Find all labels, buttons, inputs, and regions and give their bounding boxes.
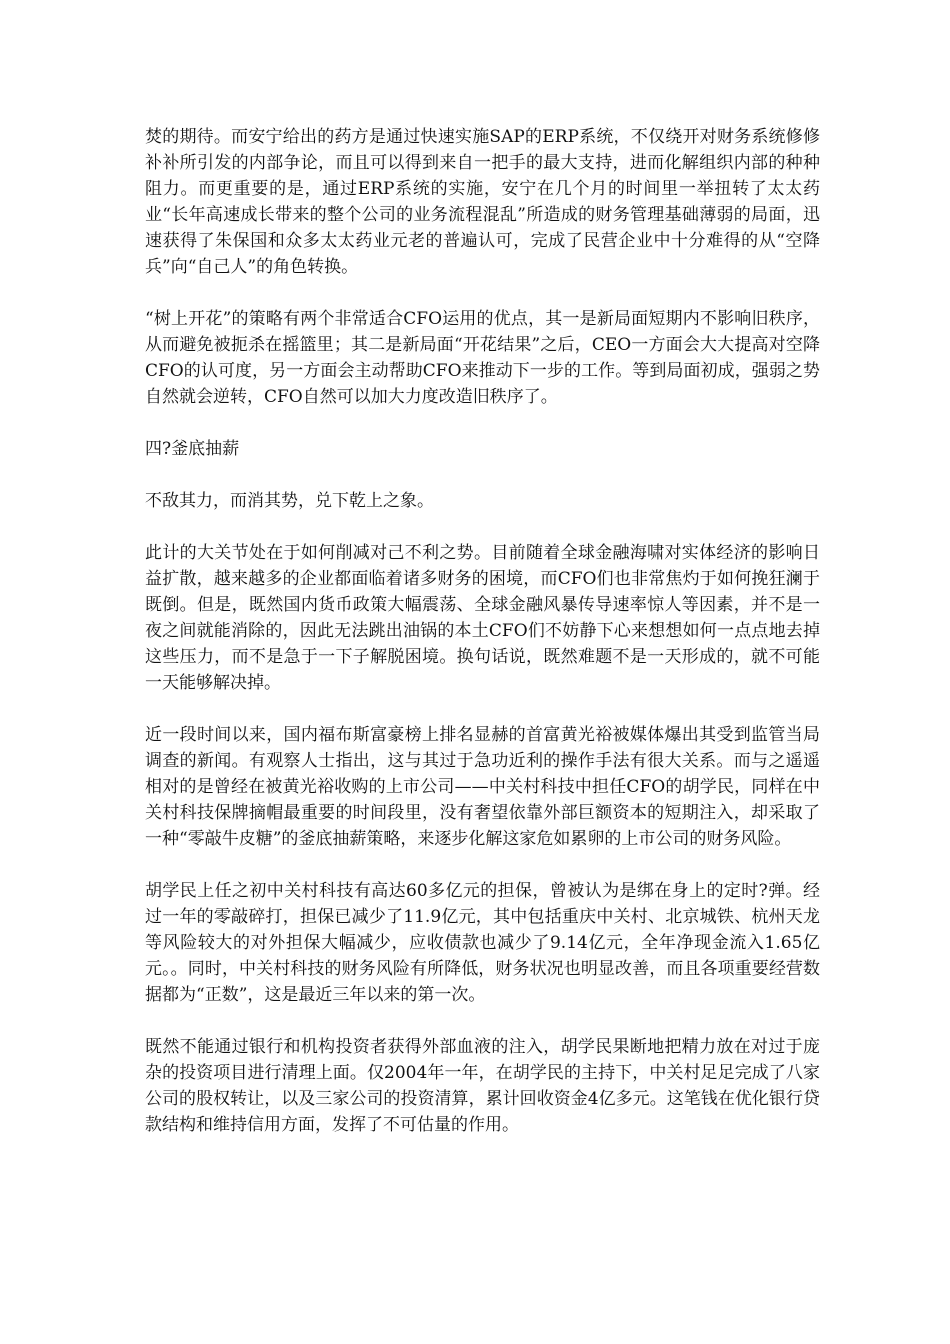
paragraph-strategy-motto: 不敌其力，而消其势，兑下乾上之象。: [145, 491, 434, 511]
document-body: [145, 124, 820, 1164]
paragraph-investment-cleanup: 既然不能通过银行和机构投资者获得外部血液的注入，胡学民果断地把精力放在对过于庞杂的投资项目进行清理上面。仅2004年一年，在胡学民的主持下，中关村足足完成了八家公司的股权转让，以及三家公司的投资清算，累计回收资金4亿多元。这笔钱在优化银行贷款结构和维持信用方面，发挥了不可估量的作用。: [145, 1037, 820, 1135]
paragraph-financial-crisis: 此计的大关节处在于如何削减对己不利之势。目前随着全球金融海啸对实体经济的影响日益扩散，越来越多的企业都面临着诸多财务的困境，而CFO们也非常焦灼于如何挽狂澜于既倒。但是，既然国内货币政策大幅震荡、全球金融风暴传导速率惊人等因素，并不是一夜之间就能消除的，因此无法跳出油锅的本土CFO们不妨静下心来想想如何一点点地去掉这些压力，而不是急于一下子解脱困境。换句话说，既然难题不是一天形成的，就不可能一天能够解决掉。: [145, 543, 820, 693]
paragraph-guarantee-reduction: 胡学民上任之初中关村科技有高达60多亿元的担保，曾被认为是绑在身上的定时?弹。经过一年的零敲碎打，担保已减少了11.9亿元，其中包括重庆中关村、北京城铁、杭州天龙等风险较大的对外担保大幅减少，应收债款也减少了9.14亿元，全年净现金流入1.65亿元。。同时，中关村科技的财务风险有所降低，财务状况也明显改善，而且各项重要经营数据都为“正数”，这是最近三年以来的第一次。: [145, 881, 820, 1005]
section-heading-four: 四?釜底抽薪: [145, 439, 240, 459]
paragraph-case-hu-xuemin: 近一段时间以来，国内福布斯富豪榜上排名显赫的首富黄光裕被媒体爆出其受到监管当局调查的新闻。有观察人士指出，这与其过于急功近利的操作手法有很大关系。而与之遥遥相对的是曾经在被黄光裕收购的上市公司——中关村科技中担任CFO的胡学民，同样在中关村科技保牌摘帽最重要的时间段里，没有奢望依靠外部巨额资本的短期注入，却采取了一种“零敲牛皮糖”的釜底抽薪策略，来逐步化解这家危如累卵的上市公司的财务风险。: [145, 725, 820, 849]
paragraph-erp-implementation: 焚的期待。而安宁给出的药方是通过快速实施SAP的ERP系统，不仅绕开对财务系统修修补补所引发的内部争论，而且可以得到来自一把手的最大支持，进而化解组织内部的种种阻力。而更重要的是，通过ERP系统的实施，安宁在几个月的时间里一举扭转了太太药业“长年高速成长带来的整个公司的业务流程混乱”所造成的财务管理基础薄弱的局面，迅速获得了朱保国和众多太太药业元老的普遍认可，完成了民营企业中十分难得的从“空降兵”向“自己人”的角色转换。: [145, 127, 820, 277]
paragraph-tree-blossom-strategy: “树上开花”的策略有两个非常适合CFO运用的优点，其一是新局面短期内不影响旧秩序，从而避免被扼杀在摇篮里；其二是新局面“开花结果”之后，CEO一方面会大大提高对空降CFO的认可度，另一方面会主动帮助CFO来推动下一步的工作。等到局面初成，强弱之势自然就会逆转，CFO自然可以加大力度改造旧秩序了。: [145, 309, 820, 407]
